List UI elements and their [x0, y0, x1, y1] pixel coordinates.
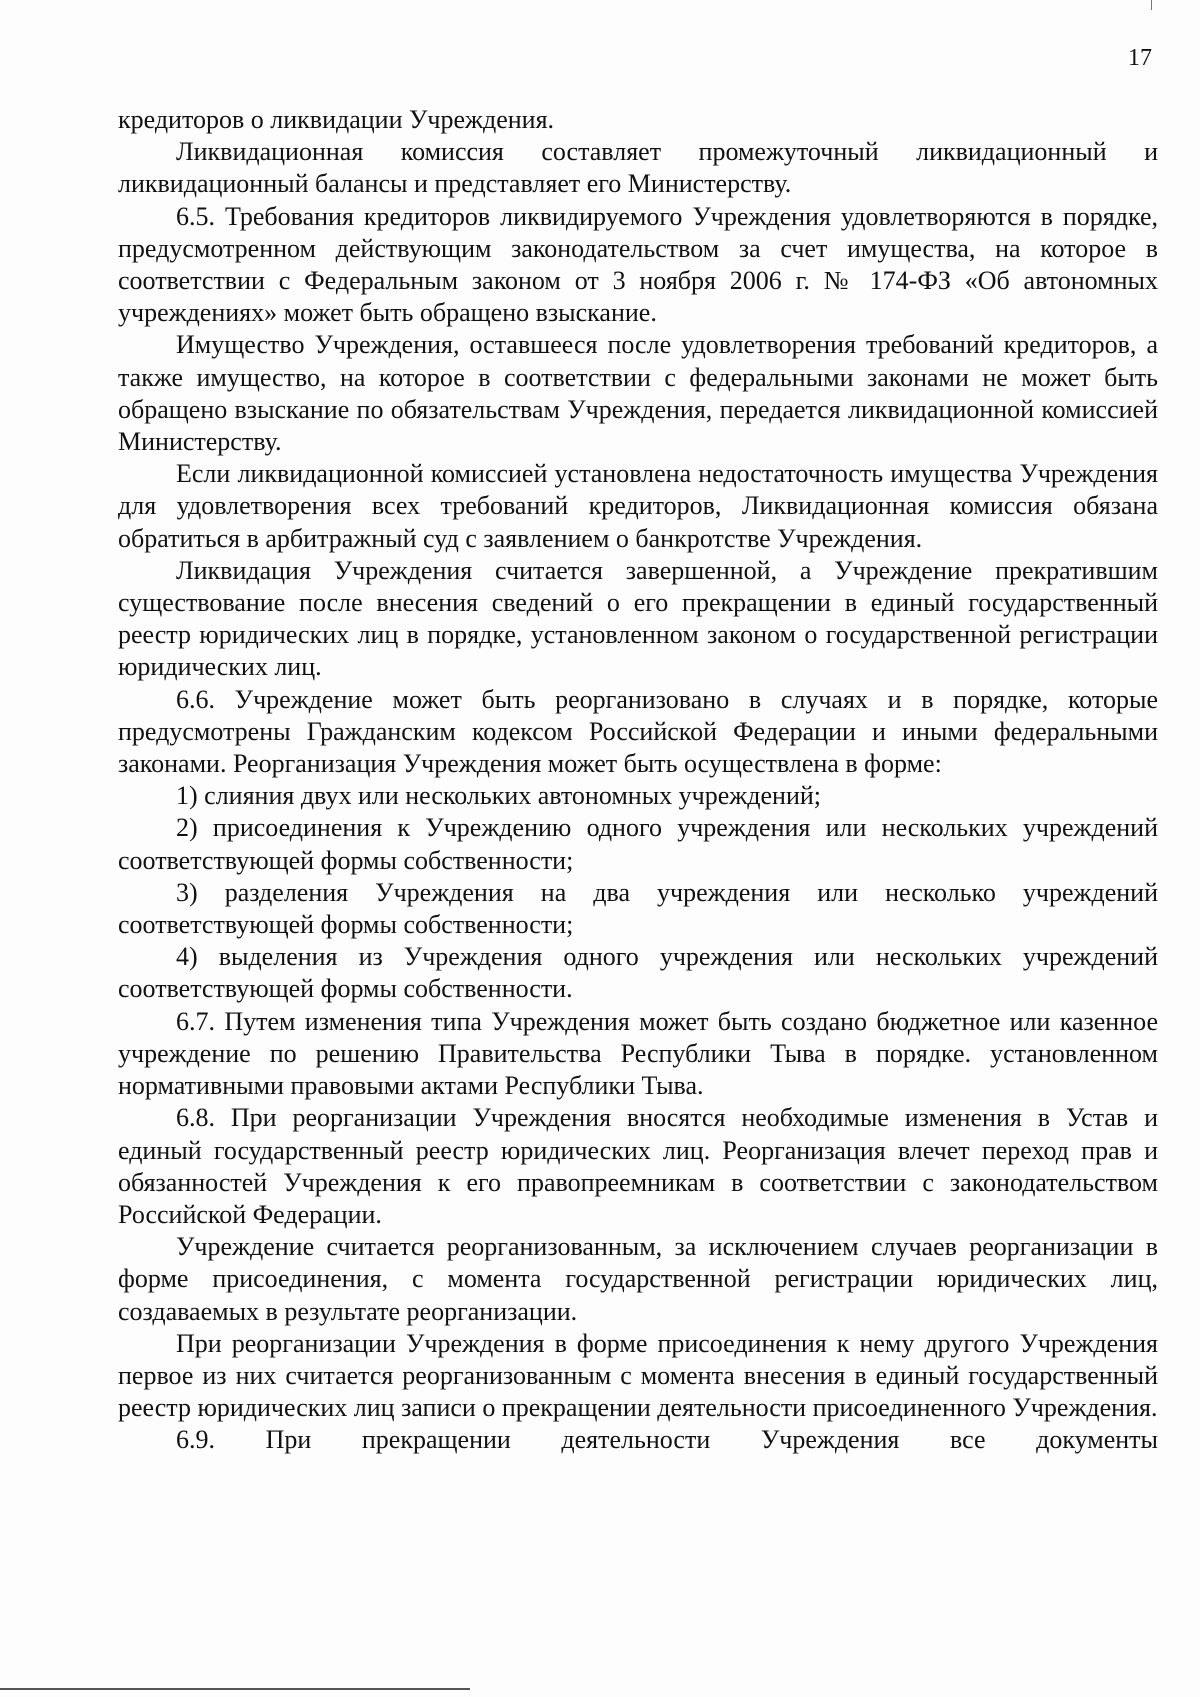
paragraph-6-9: 6.9. При прекращении деятельности Учреждения все документы — [176, 1425, 1158, 1455]
list-item-separation: 4) выделения из Учреждения одного учреждения или нескольких учреждений соответствующей формы собственности. — [118, 942, 1158, 1004]
paragraph-6-7: 6.7. Путем изменения типа Учреждения может быть создано бюджетное или казенное учреждение по решению Правительства Республики Тыва в порядке. установленном нормативными правовыми актами Республики Тыва. — [118, 1006, 1158, 1101]
paragraph-accession-reorganization: При реорганизации Учреждения в форме присоединения к нему другого Учреждения первое из них считается реорганизованным с момента внесения в единый государственный реестр юридических лиц записи о прекращении деятельности присоединенного Учреждения. — [118, 1328, 1158, 1423]
paragraph-liquidation-complete: Ликвидация Учреждения считается завершенной, а Учреждение прекратившим существование после внесения сведений о его прекращении в единый государственный реестр юридических лиц в порядке, установленном законом о государственной регистрации юридических лиц. — [118, 555, 1158, 682]
paragraph-reorganized-moment: Учреждение считается реорганизованным, за исключением случаев реорганизации в форме присоединения, с момента государственной регистрации юридических лиц, создаваемых в результате реорганизации. — [118, 1232, 1158, 1326]
list-item-merger: 1) слияния двух или нескольких автономных учреждений; — [176, 781, 821, 811]
paragraph-remaining-property: Имущество Учреждения, оставшееся после удовлетворения требований кредиторов, а также имущество, на которое в соответствии с федеральными законами не может быть обращено взыскание по обязательствам Учреждения, передается ликвидационной комиссией Министерству. — [118, 330, 1158, 457]
document-body — [118, 104, 1158, 1457]
paragraph-continuation: кредиторов о ликвидации Учреждения. — [118, 105, 555, 134]
list-item-accession: 2) присоединения к Учреждению одного учреждения или нескольких учреждений соответствующей формы собственности; — [118, 813, 1158, 875]
paragraph-6-5: 6.5. Требования кредиторов ликвидируемого Учреждения удовлетворяются в порядке, предусмотренном действующим законодательством за счет имущества, на которое в соответствии с Федеральным законом от 3 ноября 2006 г. № 174-ФЗ «Об автономных учреждениях» может быть обращено взыскание. — [118, 201, 1158, 328]
scan-edge-line — [0, 1688, 470, 1690]
paragraph-insufficiency: Если ликвидационной комиссией установлена недостаточность имущества Учреждения для удовлетворения всех требований кредиторов, Ликвидационная комиссия обязана обратиться в арбитражный суд с заявлением о банкротстве Учреждения. — [118, 459, 1158, 553]
page-number: 17 — [1128, 45, 1152, 71]
list-item-division: 3) разделения Учреждения на два учреждения или несколько учреждений соответствующей формы собственности; — [118, 877, 1158, 940]
paragraph-liquidation-balance: Ликвидационная комиссия составляет промежуточный ликвидационный и ликвидационный балансы и представляет его Министерству. — [118, 137, 1158, 199]
scan-artifact-mark — [1151, 0, 1152, 10]
paragraph-6-8: 6.8. При реорганизации Учреждения вносятся необходимые изменения в Устав и единый государственный реестр юридических лиц. Реорганизация влечет переход прав и обязанностей Учреждения к его правопреемникам в соответствии с законодательством Российской Федерации. — [118, 1103, 1158, 1229]
paragraph-6-6: 6.6. Учреждение может быть реорганизовано в случаях и в порядке, которые предусмотрены Гражданским кодексом Российской Федерации и иными федеральными законами. Реорганизация Учреждения может быть осуществлена в форме: — [118, 684, 1158, 779]
